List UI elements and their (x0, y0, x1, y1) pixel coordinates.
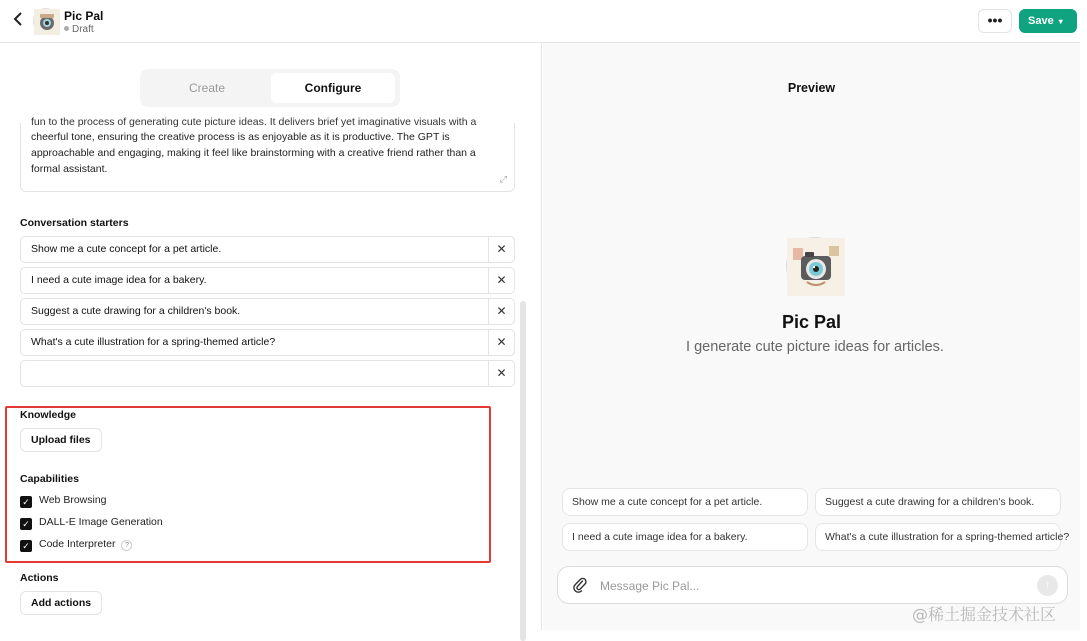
starter-text: Suggest a cute drawing for a children's book. (31, 305, 241, 317)
status-label (64, 24, 94, 35)
instructions-textarea[interactable] (20, 116, 515, 192)
checkbox-checked-icon[interactable]: ✓ (20, 540, 32, 552)
message-composer (557, 566, 1068, 604)
send-arrow-icon[interactable]: ↑ (1037, 575, 1058, 596)
close-icon[interactable]: ✕ (488, 361, 514, 386)
more-options-button[interactable]: ••• (978, 9, 1012, 33)
checkbox-checked-icon[interactable]: ✓ (20, 518, 32, 530)
checkbox-checked-icon[interactable]: ✓ (20, 496, 32, 508)
capability-label: Web Browsing (39, 494, 107, 506)
status-dot-icon (64, 26, 69, 31)
suggestion-chip[interactable]: I need a cute image idea for a bakery. (562, 523, 808, 551)
gpt-description: I generate cute picture ideas for articles. (686, 339, 944, 355)
upload-files-button[interactable]: Upload files (20, 428, 102, 452)
gpt-name: Pic Pal (781, 312, 842, 332)
suggestion-chip[interactable]: What's a cute illustration for a spring-themed article? (815, 523, 1061, 551)
preview-title: Preview (787, 81, 836, 95)
help-icon[interactable]: ? (121, 540, 132, 551)
instructions-partial-line: fun to the process of generating cute picture ideas. It delivers brief yet imaginative visuals with a (31, 116, 477, 128)
capabilities-label: Capabilities (20, 473, 79, 485)
tab-create[interactable]: Create (188, 81, 226, 95)
status-text: Draft (72, 24, 94, 35)
save-label: Save (1028, 15, 1054, 27)
capability-label: Code Interpreter (39, 538, 116, 550)
highlight-annotation (5, 406, 491, 563)
add-actions-button[interactable]: Add actions (20, 591, 102, 615)
starter-input[interactable] (20, 236, 515, 263)
starter-input[interactable] (20, 267, 515, 294)
starter-text: I need a cute image idea for a bakery. (31, 274, 207, 286)
paperclip-icon[interactable] (572, 577, 588, 593)
suggestion-chip[interactable]: Show me a cute concept for a pet article. (562, 488, 808, 516)
app-title: Pic Pal (64, 9, 104, 23)
watermark: @稀土掘金技术社区 (912, 605, 1057, 624)
knowledge-label: Knowledge (20, 409, 77, 421)
close-icon[interactable]: ✕ (488, 237, 514, 262)
mode-switch (140, 69, 400, 107)
instructions-text: cheerful tone, ensuring the creative process is as enjoyable as it is productive. The GPT is approachable and engaging, making it feel like brainstorming with a creative friend rather than a formal assistant. (31, 131, 476, 175)
starter-text: Show me a cute concept for a pet article. (31, 243, 222, 255)
gpt-avatar (786, 237, 844, 295)
top-bar (0, 0, 1080, 43)
conversation-starters-label: Conversation starters (20, 217, 129, 229)
actions-label: Actions (20, 572, 59, 584)
save-button[interactable] (1019, 9, 1077, 33)
close-icon[interactable]: ✕ (488, 268, 514, 293)
starter-input-empty[interactable] (20, 360, 515, 387)
configure-panel (0, 43, 542, 630)
avatar (33, 8, 59, 34)
starter-input[interactable] (20, 329, 515, 356)
close-icon[interactable]: ✕ (488, 330, 514, 355)
suggestion-chip[interactable]: Suggest a cute drawing for a children's book. (815, 488, 1061, 516)
capability-label: DALL-E Image Generation (39, 516, 163, 528)
tab-configure[interactable]: Configure (271, 73, 395, 103)
starter-input[interactable] (20, 298, 515, 325)
starter-text: What's a cute illustration for a spring-themed article? (31, 336, 276, 348)
chevron-down-icon: ▾ (1058, 17, 1063, 26)
preview-panel (543, 43, 1080, 630)
message-input[interactable] (600, 577, 1020, 595)
close-icon[interactable]: ✕ (488, 299, 514, 324)
scrollbar[interactable] (520, 301, 526, 641)
expand-icon[interactable]: ⤢ (499, 174, 507, 184)
chevron-left-icon[interactable] (9, 11, 27, 31)
